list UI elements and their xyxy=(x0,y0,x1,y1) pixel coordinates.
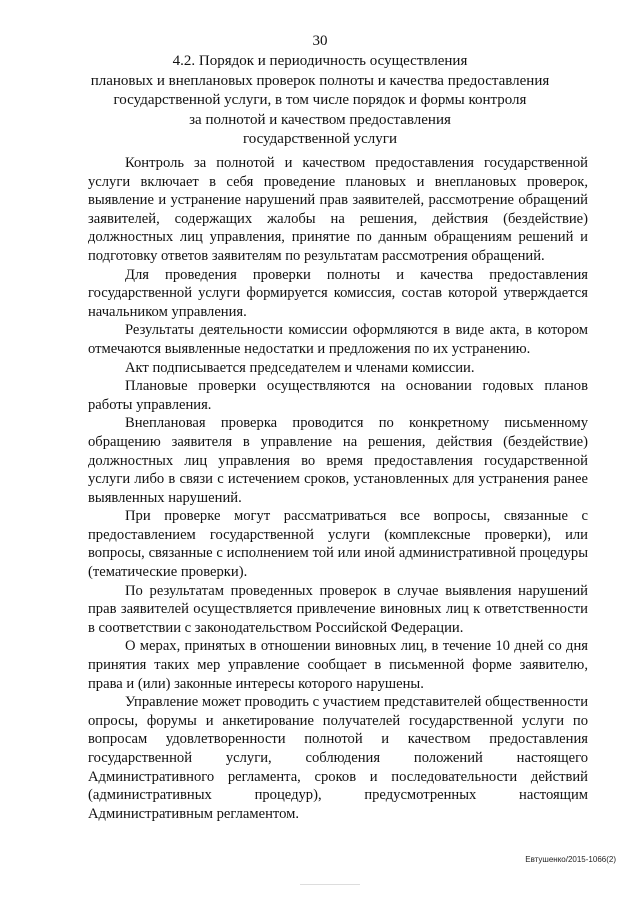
paragraph-act-signing: Акт подписывается председателем и членами комиссии. xyxy=(125,359,475,376)
paragraph-unplanned-checks: Внеплановая проверка проводится по конкретному письменному обращению заявителя в управление на решения, действия (бездействие) должностных лиц управления во время предоставления государственной услуги либо в связи с истечением сроков, установленных для устранения ранее выявленных нарушений. xyxy=(88,415,588,506)
body-text xyxy=(88,154,588,823)
page-number: 30 xyxy=(312,33,328,49)
scan-artifact xyxy=(300,884,360,885)
paragraph-act-results: Результаты деятельности комиссии оформляются в виде акта, в котором отмечаются выявленные недостатки и предложения по их устранению. xyxy=(88,322,588,357)
section-title-line: 4.2. Порядок и периодичность осуществления xyxy=(172,53,468,69)
section-title-line: плановых и внеплановых проверок полноты и качества предоставления xyxy=(90,72,550,89)
paragraph-planned-checks: Плановые проверки осуществляются на основании годовых планов работы управления. xyxy=(88,378,588,413)
section-title xyxy=(80,52,560,150)
section-title-line: государственной услуги xyxy=(243,131,397,147)
paragraph-liability: По результатам проведенных проверок в случае выявления нарушений прав заявителей осуществляется привлечение виновных лиц к ответственности в соответствии с законодательством Российской Федерации. xyxy=(88,582,588,636)
paragraph-control-scope: Контроль за полнотой и качеством предоставления государственной услуги включает в себя проведение плановых и внеплановых проверок, выявление и устранение нарушений прав заявителей, рассмотрение обращений заявителей, содержащих жалобы на решения, действия (бездействие) должностных лиц управления, принятие по данным обращениям решений и подготовку ответов заявителям по результатам рассмотрения обращений. xyxy=(88,155,588,264)
paragraph-measures-notice: О мерах, принятых в отношении виновных лиц, в течение 10 дней со дня принятия таких мер управление сообщает в письменной форме заявителю, права и (или) законные интересы которого нарушены. xyxy=(88,638,588,692)
paragraph-check-questions: При проверке могут рассматриваться все вопросы, связанные с предоставлением государственной услуги (комплексные проверки), или вопросы, связанные с исполнением той или иной административной процедуры (тематические проверки). xyxy=(88,508,588,581)
document-reference-note: Евтушенко/2015-1066(2) xyxy=(525,855,616,864)
section-title-line: государственной услуги, в том числе порядок и формы контроля xyxy=(113,92,527,108)
paragraph-public-surveys: Управление может проводить с участием представителей общественности опросы, форумы и анкетирование получателей государственной услуги по вопросам удовлетворенности полнотой и качеством предоставления государственной услуги, соблюдения положений настоящего Административного регламента, сроков и последовательности действий (административных процедур), предусмотренных настоящим Административным регламентом. xyxy=(88,694,588,822)
section-title-line: за полнотой и качеством предоставления xyxy=(189,111,451,128)
paragraph-commission: Для проведения проверки полноты и качества предоставления государственной услуги формируется комиссия, состав которой утверждается начальником управления. xyxy=(88,266,588,320)
